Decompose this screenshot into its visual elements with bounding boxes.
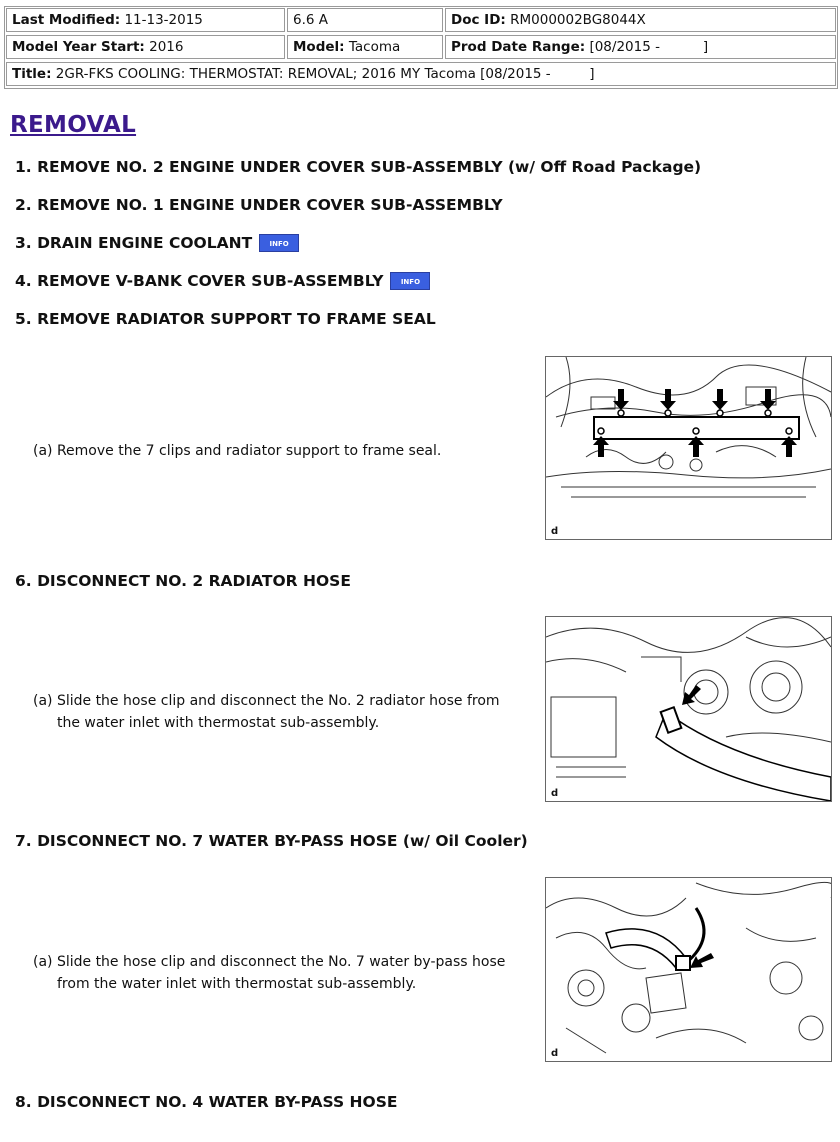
step-5-instruction: (a) Remove the 7 clips and radiator support to frame seal. <box>33 443 442 459</box>
step-2 <box>15 196 503 214</box>
section-title: REMOVAL <box>10 112 137 138</box>
step-8-label: 8. DISCONNECT NO. 4 WATER BY-PASS HOSE <box>15 1093 398 1111</box>
model-year-cell <box>6 35 285 59</box>
prod-date-cell <box>445 35 836 59</box>
title-cell <box>6 62 836 86</box>
title-label: Title: <box>12 66 52 82</box>
step-7-instruction: (a) Slide the hose clip and disconnect the No. 7 water by-pass hose from the water inlet with thermostat sub-assembly. <box>33 954 506 992</box>
header-row-3 <box>5 61 837 88</box>
figure-tag: d <box>551 788 559 799</box>
step-6-label: 6. DISCONNECT NO. 2 RADIATOR HOSE <box>15 572 351 590</box>
version-value: 6.6 A <box>293 12 328 28</box>
model-year-value: 2016 <box>149 39 184 55</box>
step-3 <box>15 234 299 252</box>
model-year-label: Model Year Start: <box>12 39 145 55</box>
bypass-hose-illustration <box>546 878 831 1061</box>
info-icon[interactable]: INFO <box>259 234 299 252</box>
figure-radiator-hose <box>545 616 832 802</box>
step-2-label: 2. REMOVE NO. 1 ENGINE UNDER COVER SUB-ASSEMBLY <box>15 196 503 214</box>
model-value: Tacoma <box>348 39 401 55</box>
figure-radiator-support-seal <box>545 356 832 540</box>
step-5-label: 5. REMOVE RADIATOR SUPPORT TO FRAME SEAL <box>15 310 436 328</box>
step-7 <box>15 832 528 850</box>
prod-date-label: Prod Date Range: <box>451 39 586 55</box>
figure-tag: d <box>551 1048 559 1059</box>
figure-tag: d <box>551 526 559 537</box>
info-icon[interactable]: INFO <box>390 272 430 290</box>
radiator-hose-illustration <box>546 617 831 801</box>
header-row-2 <box>5 34 837 61</box>
figure-water-bypass-hose <box>545 877 832 1062</box>
step-4 <box>15 272 430 290</box>
header-row-1 <box>5 7 837 34</box>
step-8 <box>15 1093 397 1111</box>
step-7-label: 7. DISCONNECT NO. 7 WATER BY-PASS HOSE (w/ Oil Cooler) <box>15 832 528 850</box>
doc-id-label: Doc ID: <box>451 12 506 28</box>
step-5 <box>15 310 436 328</box>
engine-underside-illustration <box>546 357 831 539</box>
document-header <box>4 6 838 89</box>
last-modified-value: 11-13-2015 <box>124 12 203 28</box>
last-modified-label: Last Modified: <box>12 12 121 28</box>
step-6-instruction: (a) Slide the hose clip and disconnect the No. 2 radiator hose from the water inlet with thermostat sub-assembly. <box>33 693 500 731</box>
step-1-label: 1. REMOVE NO. 2 ENGINE UNDER COVER SUB-ASSEMBLY (w/ Off Road Package) <box>15 158 702 176</box>
step-6 <box>15 572 351 590</box>
last-modified-cell <box>6 8 285 32</box>
model-label: Model: <box>293 39 345 55</box>
step-1 <box>15 158 701 176</box>
step-3-label: 3. DRAIN ENGINE COOLANT <box>15 234 253 252</box>
doc-id-cell <box>445 8 836 32</box>
model-cell <box>287 35 443 59</box>
prod-date-value: [08/2015 - ] <box>589 39 709 55</box>
title-value: 2GR-FKS COOLING: THERMOSTAT: REMOVAL; 2016 MY Tacoma [08/2015 - ] <box>55 66 595 82</box>
version-cell <box>287 8 443 32</box>
step-4-label: 4. REMOVE V-BANK COVER SUB-ASSEMBLY <box>15 272 384 290</box>
doc-id-value: RM000002BG8044X <box>510 12 646 28</box>
